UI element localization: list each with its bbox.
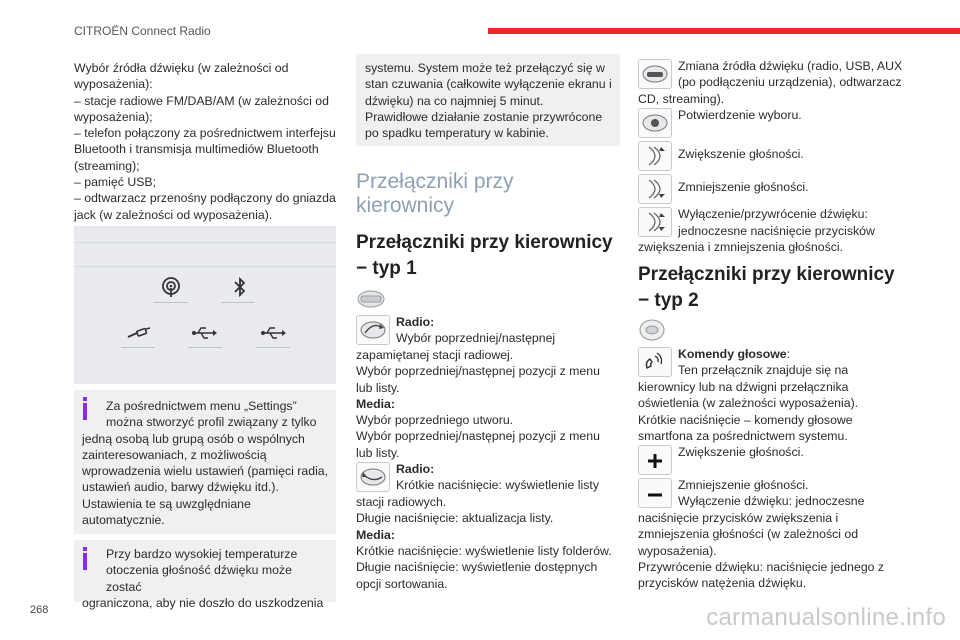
text-line: Wybór źródła dźwięku (w zależności od	[74, 61, 289, 75]
note-line: można stworzyć profil związany z tylko	[106, 415, 317, 430]
steering-switch-radio-icon	[356, 315, 390, 345]
steering-wheel-icon	[638, 318, 666, 342]
text-line: Ten przełącznik znajduje się na	[678, 363, 849, 378]
text-line: Krótkie naciśnięcie: wyświetlenie listy	[396, 478, 599, 493]
text-line: Wybór poprzedniej/następnej pozycji z menu	[356, 364, 600, 379]
section-title: Przełączniki przy kierownicy	[356, 170, 514, 217]
text-line: CD, streaming).	[638, 92, 725, 106]
text-line: Zwiększenie głośności.	[678, 147, 804, 162]
text-line: stacji radiowych.	[356, 495, 447, 510]
item-label: Media:	[356, 527, 395, 542]
volume-down-thumbwheel-icon	[638, 174, 672, 204]
text-line: Długie naciśnięcie: aktualizacja listy.	[356, 511, 554, 526]
text-line: wyposażenia):	[74, 77, 153, 92]
note-line: systemu. System może też przełączyć się w	[365, 61, 605, 75]
text-line: – pamięć USB;	[74, 175, 157, 190]
text-line: Wybór poprzedniej/następnej pozycji z menu	[356, 429, 600, 444]
text-line: Przywrócenie dźwięku: naciśnięcie jednego z	[638, 560, 885, 575]
note-line: Ustawienia te są uwzględniane	[82, 496, 251, 511]
text-line: Zmniejszenie głośności.	[678, 180, 809, 195]
text-line: zapamiętanej stacji radiowej.	[356, 348, 514, 362]
note-line: automatycznie.	[82, 513, 165, 528]
text-line: Wyłączenie/przywrócenie dźwięku:	[678, 207, 868, 222]
type1-items-continued	[638, 58, 908, 256]
text-line: Wybór poprzedniego utworu.	[356, 413, 514, 428]
note-line: wprowadzenia wielu ustawień (pamięci radia,	[82, 464, 329, 479]
item-label: Radio:	[396, 315, 435, 329]
steering-switch-source-icon	[638, 59, 672, 89]
steering-switch-list-icon	[356, 462, 390, 492]
text-line: Krótkie naciśnięcie: wyświetlenie listy folderów.	[356, 543, 612, 558]
voice-command-icon	[638, 347, 672, 377]
text-line: lub listy.	[356, 445, 400, 460]
text-line: lub listy.	[356, 380, 400, 395]
text-line: jack (w zależności od wyposażenia).	[74, 207, 273, 222]
text-line: kierownicy lub na dźwigni przełącznika	[638, 380, 849, 394]
type1-title: Przełączniki przy kierownicy − typ 1	[356, 232, 613, 279]
watermark: carmanualsonline.info	[706, 604, 946, 631]
type2-items	[638, 346, 908, 592]
jack-icon	[126, 326, 152, 340]
text-line: :	[786, 347, 791, 361]
text-line: opcji sortowania.	[356, 576, 448, 591]
text-line: Krótkie naciśnięcie – komendy głosowe	[638, 412, 853, 427]
note-line: po spadku temperatury w kabinie.	[365, 126, 549, 141]
type1-items	[356, 314, 618, 592]
text-line: Długie naciśnięcie: wyświetlenie dostępnych	[356, 560, 598, 575]
item-label: Media:	[356, 396, 395, 411]
source-screen-illustration	[74, 226, 336, 384]
text-line: Zmiana źródła dźwięku (radio, USB, AUX	[678, 59, 903, 73]
usb-icon	[191, 326, 217, 340]
mute-thumbwheel-icon	[638, 207, 672, 237]
bluetooth-icon	[232, 276, 248, 298]
note-line: ograniczona, aby nie doszło do uszkodzenia	[82, 595, 324, 610]
text-line: oświetlenia (w zależności wyposażenia).	[638, 396, 859, 411]
text-line: Wyłączenie dźwięku: jednoczesne	[678, 494, 865, 509]
header-title: CITROËN Connect Radio	[74, 24, 211, 38]
plus-icon	[638, 445, 672, 475]
note-line: Prawidłowe działanie zostanie przywrócone	[365, 109, 603, 124]
note-line: Za pośrednictwem menu „Settings”	[106, 399, 297, 413]
page-number: 268	[30, 604, 49, 616]
note-line: jedną osobą lub grupą osób o wspólnych	[82, 431, 305, 446]
text-line: – odtwarzacz przenośny podłączony do gniazda	[74, 191, 336, 206]
temperature-note	[74, 540, 336, 610]
minus-icon	[638, 478, 672, 508]
temperature-note-continued	[356, 54, 620, 146]
settings-profile-note	[74, 390, 336, 534]
text-line: jednoczesne naciśnięcie przycisków	[678, 223, 875, 238]
text-line: zmniejszenia głośności (w zależności od	[638, 527, 859, 542]
text-line: naciśnięcie przycisków zwiększenia i	[638, 511, 839, 526]
note-line: stan czuwania (całkowite wyłączenie ekranu i	[365, 77, 612, 92]
note-line: ustawień audio, barwy dźwięku itd.).	[82, 480, 279, 495]
type2-title: Przełączniki przy kierownicy − typ 2	[638, 264, 895, 311]
text-line: wyposażenia);	[74, 109, 153, 124]
volume-up-thumbwheel-icon	[638, 141, 672, 171]
steering-switch-confirm-icon	[638, 108, 672, 138]
source-description	[74, 60, 344, 223]
text-line: Zmniejszenie głośności.	[678, 478, 809, 493]
text-line: – stacje radiowe FM/DAB/AM (w zależności od	[74, 93, 329, 108]
note-line: otoczenia głośność dźwięku może zostać	[106, 563, 292, 594]
usb-icon	[260, 326, 286, 340]
radio-icon	[160, 276, 182, 298]
header-accent-bar	[488, 28, 960, 34]
text-line: Potwierdzenie wyboru.	[678, 108, 802, 123]
text-line: smartfona za pośrednictwem systemu.	[638, 428, 848, 443]
note-line: Przy bardzo wysokiej temperaturze	[106, 547, 298, 561]
note-line: zainteresowaniach, z możliwością	[82, 447, 267, 462]
steering-switch-icon	[356, 288, 386, 310]
item-label: Komendy głosowe	[678, 347, 787, 361]
text-line: – telefon połączony za pośrednictwem interfejsu	[74, 126, 336, 141]
text-line: wyposażenia).	[638, 543, 717, 558]
text-line: zwiększenia i zmniejszenia głośności.	[638, 240, 844, 255]
text-line: (streaming);	[74, 158, 140, 173]
text-line: (po podłączeniu urządzenia), odtwarzacz	[678, 75, 902, 90]
text-line: Zwiększenie głośności.	[678, 445, 804, 460]
text-line: Wybór poprzedniej/następnej	[396, 331, 556, 346]
text-line: Bluetooth i transmisja multimediów Bluetooth	[74, 142, 319, 157]
item-label: Radio:	[396, 462, 435, 477]
text-line: przycisków natężenia dźwięku.	[638, 576, 807, 591]
note-line: dźwięku) na co najmniej 5 minut.	[365, 93, 544, 108]
